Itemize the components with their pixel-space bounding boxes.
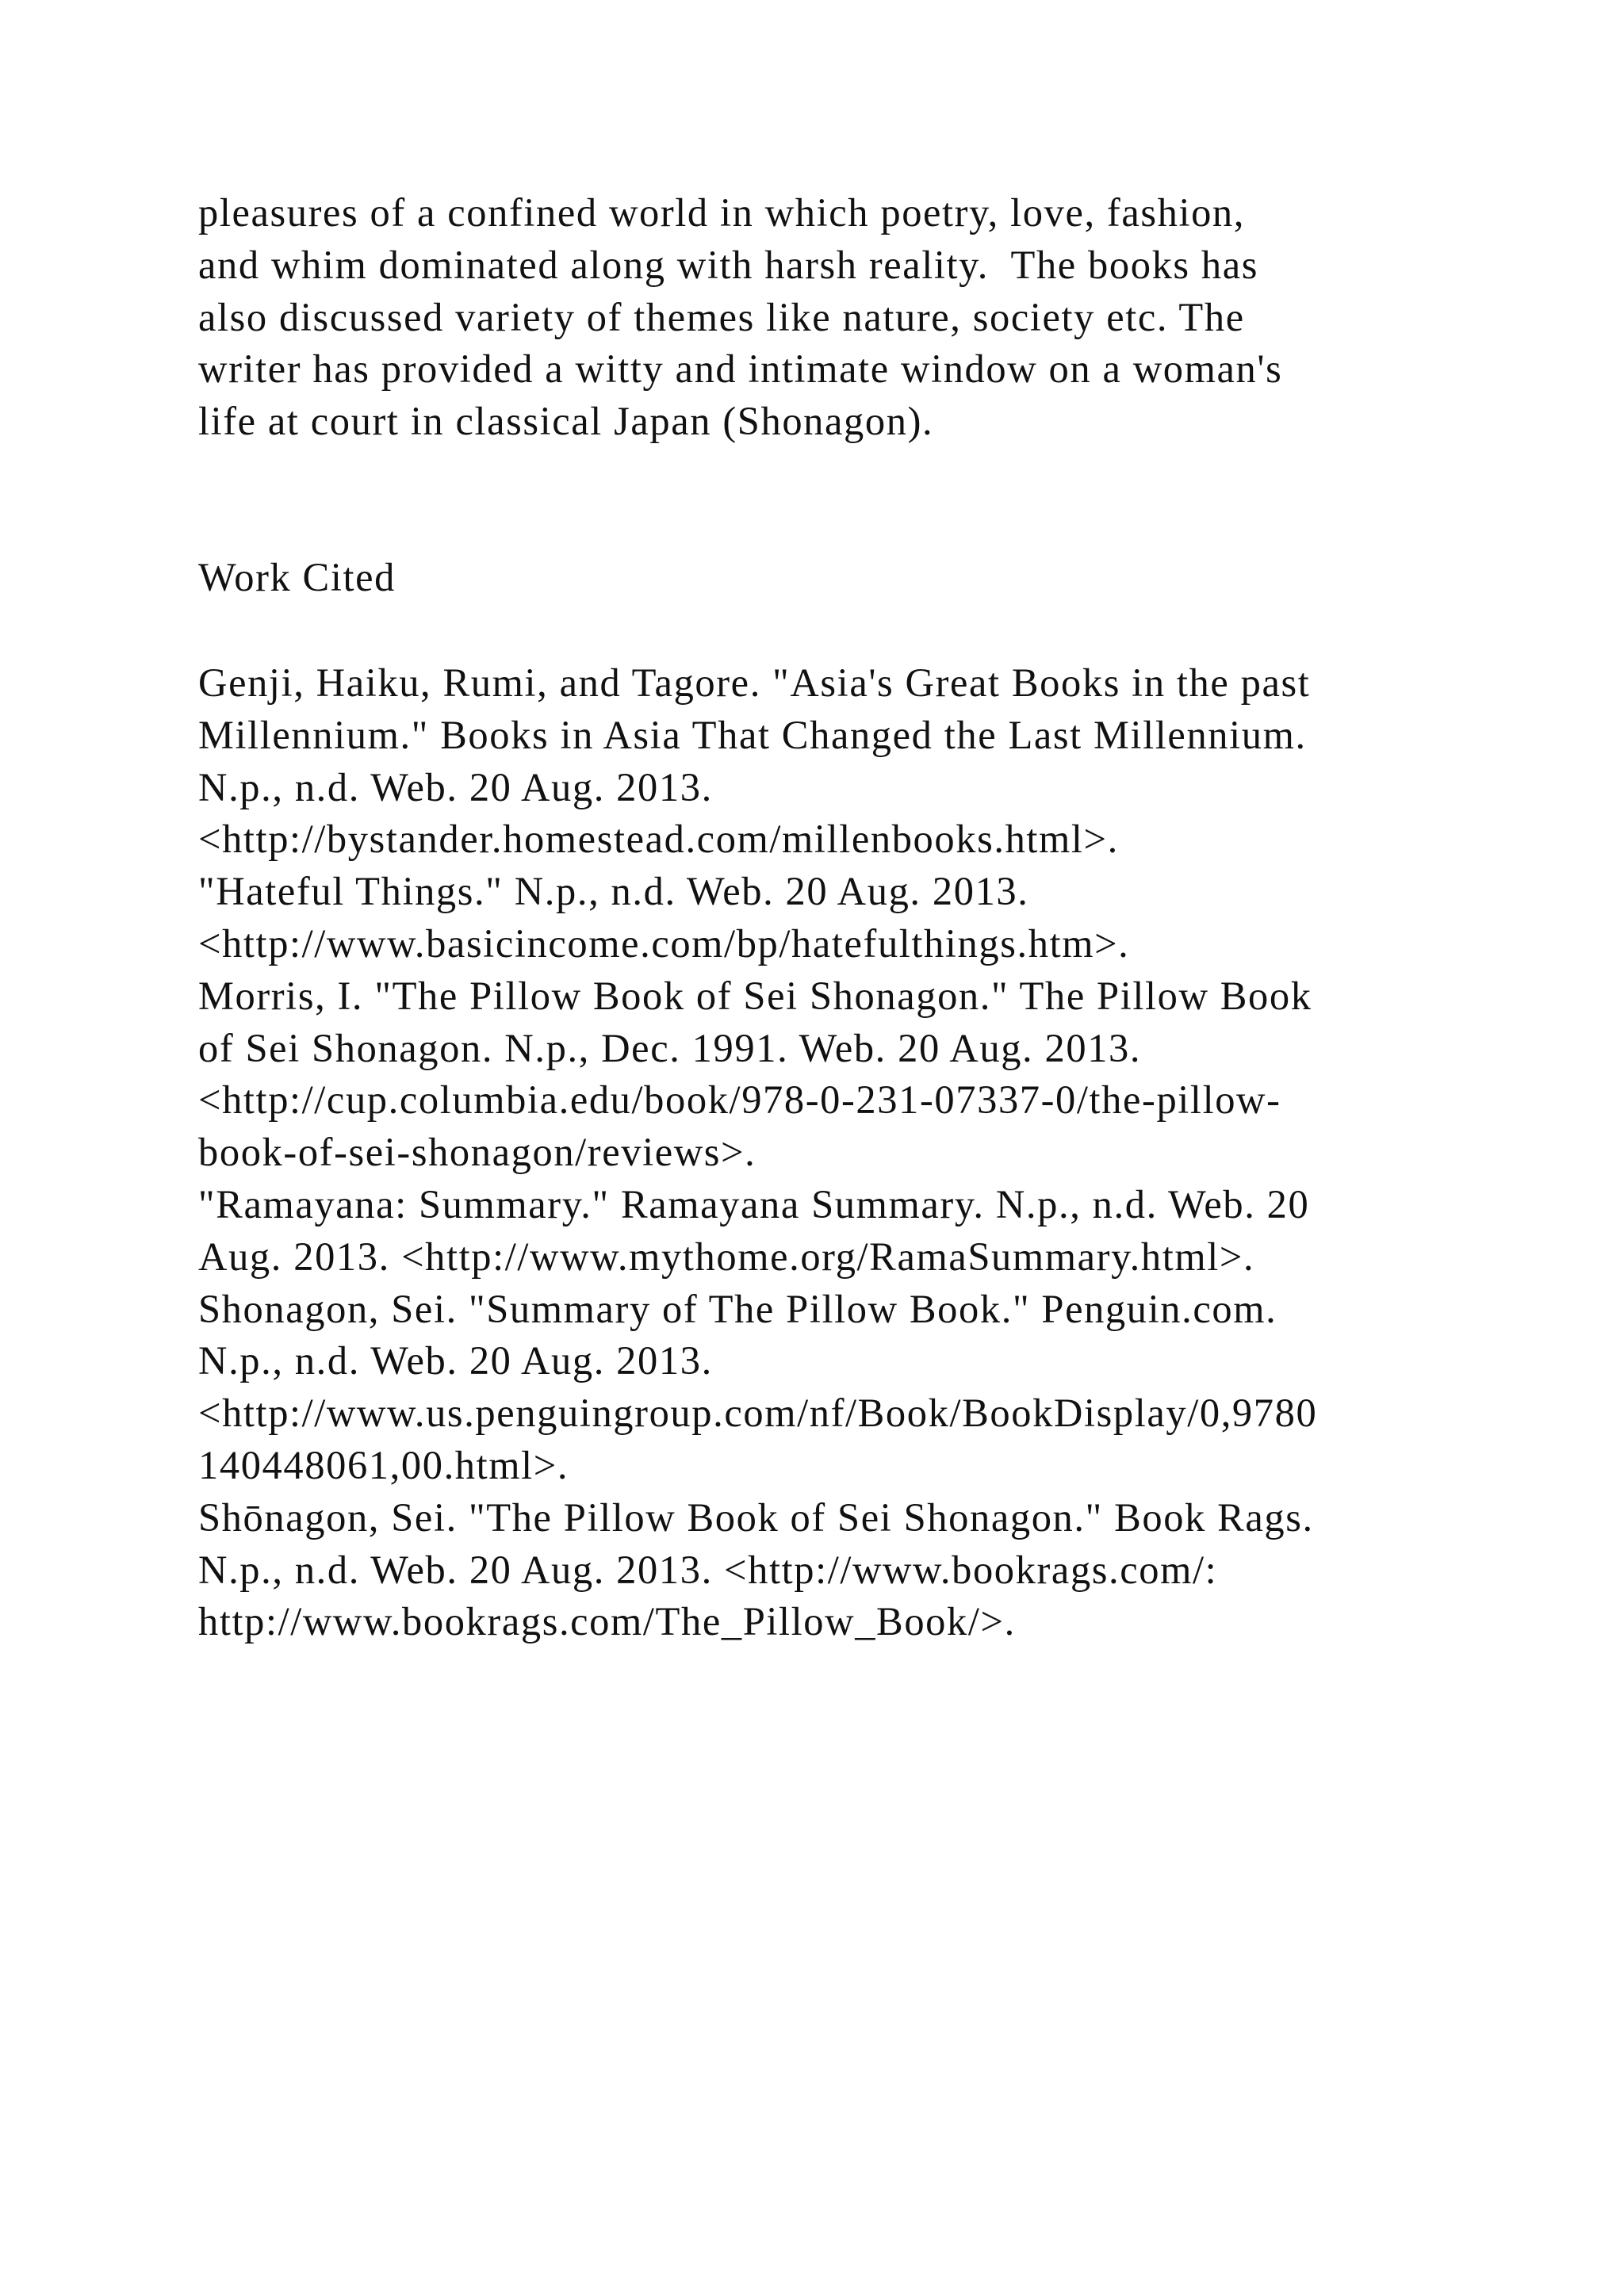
citation-line: of Sei Shonagon. N.p., Dec. 1991. Web. 20 Aug. 2013. xyxy=(198,1025,1142,1070)
citation-line: N.p., n.d. Web. 20 Aug. 2013. <http://www.bookrags.com/: xyxy=(198,1547,1218,1592)
citation-line: Genji, Haiku, Rumi, and Tagore. "Asia's Great Books in the past xyxy=(198,660,1311,705)
body-paragraph xyxy=(198,187,1282,448)
citation-line: <http://cup.columbia.edu/book/978-0-231-07337-0/the-pillow- xyxy=(198,1077,1281,1123)
paragraph-line: also discussed variety of themes like nature, society etc. The xyxy=(198,294,1245,339)
citation-line: N.p., n.d. Web. 20 Aug. 2013. xyxy=(198,1338,713,1383)
citation-line: Shōnagon, Sei. "The Pillow Book of Sei Shonagon." Book Rags. xyxy=(198,1494,1314,1540)
citation-line: <http://www.us.penguingroup.com/nf/Book/BookDisplay/0,9780 xyxy=(198,1391,1318,1436)
citation-line: 140448061,00.html>. xyxy=(198,1442,569,1487)
citation-line: book-of-sei-shonagon/reviews>. xyxy=(198,1130,756,1175)
citation-line: http://www.bookrags.com/The_Pillow_Book/>. xyxy=(198,1599,1016,1644)
citation-line: Millennium." Books in Asia That Changed the Last Millennium. xyxy=(198,712,1307,757)
works-cited-heading: Work Cited xyxy=(198,555,396,599)
paragraph-line: pleasures of a confined world in which poetry, love, fashion, xyxy=(198,190,1246,235)
citation-line: Morris, I. "The Pillow Book of Sei Shonagon." The Pillow Book xyxy=(198,973,1312,1018)
citation-line: <http://bystander.homestead.com/millenbooks.html>. xyxy=(198,817,1119,862)
citation-line: "Ramayana: Summary." Ramayana Summary. N.p., n.d. Web. 20 xyxy=(198,1181,1310,1226)
works-cited-list xyxy=(198,657,1317,1648)
paragraph-line: life at court in classical Japan (Shonagon). xyxy=(198,399,934,444)
citation-line: "Hateful Things." N.p., n.d. Web. 20 Aug. 2013. xyxy=(198,869,1029,914)
citation-line: <http://www.basicincome.com/bp/hatefulthings.htm>. xyxy=(198,920,1130,966)
citation-line: Shonagon, Sei. "Summary of The Pillow Book." Penguin.com. xyxy=(198,1286,1277,1331)
citation-line: N.p., n.d. Web. 20 Aug. 2013. xyxy=(198,764,713,809)
paragraph-line: and whim dominated along with harsh reality. The books has xyxy=(198,242,1259,287)
paragraph-line: writer has provided a witty and intimate window on a woman's xyxy=(198,346,1283,392)
citation-line: Aug. 2013. <http://www.mythome.org/RamaSummary.html>. xyxy=(198,1234,1255,1279)
